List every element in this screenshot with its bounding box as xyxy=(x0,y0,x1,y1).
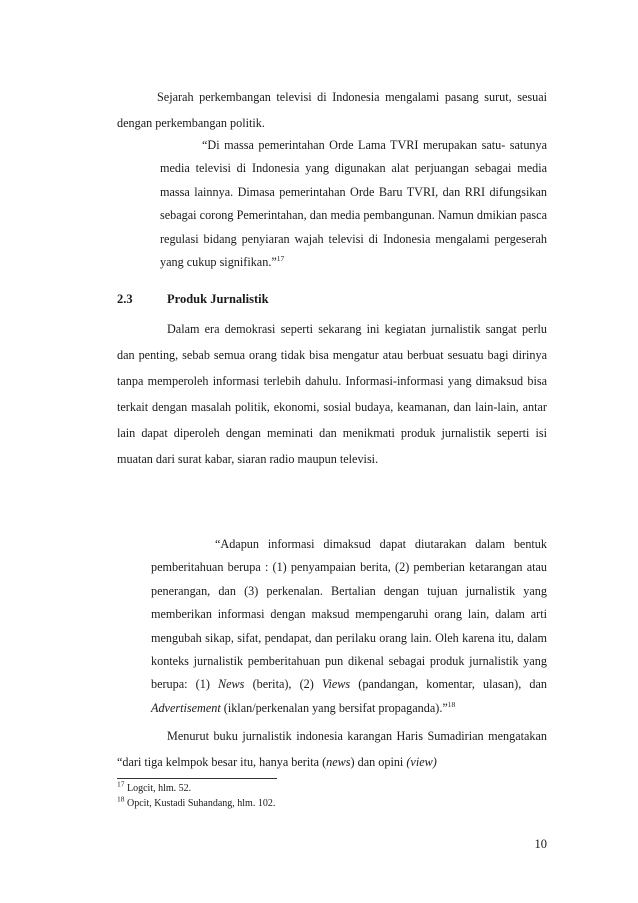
paragraph-1 xyxy=(117,84,547,136)
footnote-18 xyxy=(117,794,547,812)
quote-1-line1: “Di massa pemerintahan Orde Lama TVRI merupakan satu- xyxy=(202,138,506,152)
paragraph-3-text-a: Menurut buku jurnalistik indonesia karangan Haris Sumadirian mengatakan “dari tiga kelmpok besar itu, hanya berita ( xyxy=(117,729,547,769)
term-advertisement: Advertisement xyxy=(151,700,221,715)
footnote-ref-17: 17 xyxy=(276,253,285,263)
footnote-ref-18: 18 xyxy=(447,699,456,709)
quote-2-text-c: (pandangan, komentar, ulasan), dan xyxy=(350,677,547,692)
paragraph-3-text-b: ) dan opini xyxy=(350,755,407,769)
footnote-17 xyxy=(117,779,547,797)
page-number: 10 xyxy=(534,837,547,851)
quote-2-text-d: (iklan/perkenalan yang bersifat propaganda).” xyxy=(220,700,448,715)
block-quote-2 xyxy=(151,533,547,720)
quote-1-text: satunya media televisi di Indonesia yang digunakan alat perjuangan sebagai media massa lainnya. Dimasa pemerintahan Orde Baru TVRI, dan RRI difungsikan sebagai corong Pemerintahan, dan media pembangunan. Namun dmikian pasca regulasi bidang penyiaran wajah televisi di Indonesia mengalami pergeserah yang cukup signifikan.” xyxy=(160,138,548,270)
footnotes xyxy=(117,779,547,811)
section-heading xyxy=(117,290,547,308)
term-news-2: news xyxy=(326,755,351,769)
term-view: (view) xyxy=(406,755,437,769)
footnote-divider xyxy=(117,778,277,779)
term-news: News xyxy=(218,677,245,692)
quote-2-text-a: pemberitahuan berupa : (1) penyampaian berita, (2) pemberian ketarangan atau penerangan, dan (3) perkenalan. Bertalian dengan tujuan jurnalistik yang memberikan informasi dengan maksud mempengaruhi orang lain, dalam arti mengubah sikap, sifat, pendapat, dan perilaku orang lain. Oleh karena itu, dalam konteks jurnalistik pemberitahuan pun dikenal sebagai produk jurnalistik yang berupa: (1) xyxy=(151,560,547,692)
footnote-17-number: 17 xyxy=(117,779,125,789)
quote-2-text-b: (berita), (2) xyxy=(244,677,322,692)
quote-2-line1: “Adapun informasi dimaksud dapat diutarakan dalam bentuk xyxy=(215,537,547,551)
footnote-18-text: Opcit, Kustadi Suhandang, hlm. 102. xyxy=(127,797,276,809)
paragraph-1-text: Sejarah perkembangan televisi di Indonesia mengalami pasang surut, sesuai dengan perkembangan politik. xyxy=(117,90,547,130)
footnote-18-number: 18 xyxy=(117,794,125,804)
term-views: Views xyxy=(321,677,351,692)
section-number: 2.3 xyxy=(117,292,133,306)
paragraph-2-text: Dalam era demokrasi seperti sekarang ini kegiatan jurnalistik sangat perlu dan penting, sebab semua orang tidak bisa mengatur atau berbuat sesuatu bagi dirinya tanpa memperoleh informasi terlebih dahulu. Informasi-informasi yang dimaksud bisa terkait dengan masalah politik, ekonomi, sosial budaya, keamanan, dan lain-lain, antar lain dapat diperoleh dengan meminati dan menikmati produk jurnalistik seperti isi muatan dari surat kabar, siaran radio maupun televisi. xyxy=(117,322,547,466)
section-title: Produk Jurnalistik xyxy=(167,292,269,306)
footnote-17-text: Logcit, hlm. 52. xyxy=(127,783,192,794)
paragraph-3 xyxy=(117,723,547,775)
paragraph-2 xyxy=(117,316,547,472)
block-quote-1 xyxy=(160,134,547,274)
